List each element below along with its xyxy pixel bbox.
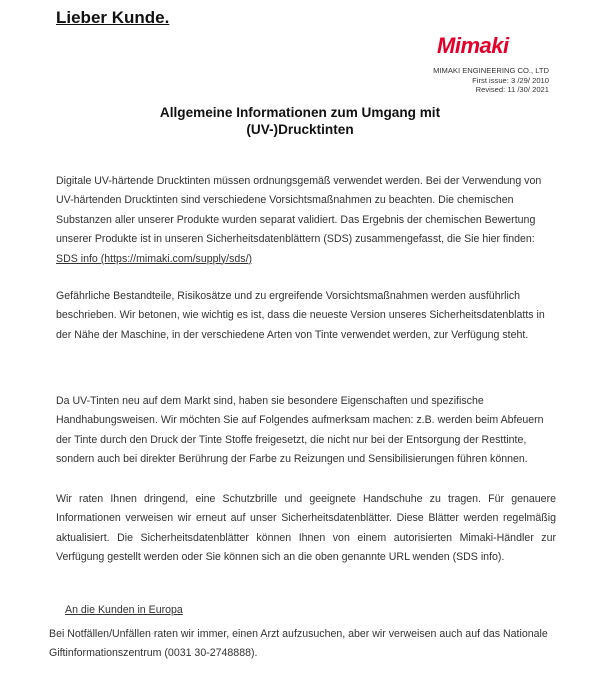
paragraph-uv-inks: Da UV-Tinten neu auf dem Markt sind, haben sie besondere Eigenschaften und spezifische Handhabungsweisen. Wir möchten Sie auf Folgendes aufmerksam machen: z.B. werden beim Abfeuern der Tinte durch den Druck der Tinte Stoffe freigesetzt, die nicht nur bei der Entsorgung der Resttinte, sondern auch bei direkter Berührung der Farbe zu Reizungen und Sensibilisierungen führen können. — [56, 395, 544, 466]
company-name: MIMAKI ENGINEERING CO., LTD — [433, 66, 549, 75]
title-line-2: (UV-)Drucktinten — [246, 122, 354, 137]
paragraph-intro — [56, 172, 556, 269]
logo-text: Mimaki — [437, 34, 509, 56]
paragraph-emergency: Bei Notfällen/Unfällen raten wir immer, einen Arzt aufzusuchen, aber wir verweisen auch auf das Nationale Giftinformationszentrum (0031 30-2748888). — [49, 628, 548, 660]
revised-date: Revised: 11 /30/ 2021 — [475, 85, 549, 94]
page-title — [0, 104, 600, 138]
sds-info-link[interactable]: SDS info (https://mimaki.com/supply/sds/) — [56, 252, 253, 265]
europe-heading: An die Kunden in Europa — [65, 604, 183, 616]
company-info — [433, 66, 549, 95]
greeting: Lieber Kunde. — [56, 8, 170, 27]
title-line-1: Allgemeine Informationen zum Umgang mit — [159, 105, 441, 120]
paragraph-hazards: Gefährliche Bestandteile, Risikosätze und zu ergreifende Vorsichtsmaßnahmen werden ausführlich beschrieben. Wir betonen, wie wichtig es ist, dass die neueste Version unseres Sicherheitsdatenblatts in der Nähe der Maschine, in der verschiedene Arten von Tinte verwendet werden, zur Verfügung steht. — [56, 290, 545, 341]
paragraph-protection: Wir raten Ihnen dringend, eine Schutzbrille und geeignete Handschuhe zu tragen. Für genauere Informationen verweisen wir erneut auf unser Sicherheitsdatenblätter. Diese Blätter werden regelmäßig aktualisiert. Die Sicherheitsdatenblätter können Ihnen von einem autorisierten Mimaki-Händler zur Verfügung gestellt werden oder Sie können sich an die oben genannte URL wenden (SDS info). — [56, 493, 556, 564]
paragraph-intro-text: Digitale UV-härtende Drucktinten müssen ordnungsgemäß verwendet werden. Bei der Verwendung von UV-härtenden Drucktinten sind verschiedene Vorsichtsmaßnahmen zu beachten. Die chemischen Substanzen aller unserer Produkte wurden separat validiert. Das Ergebnis der chemischen Bewertung unserer Produkte ist in unseren Sicherheitsdatenblättern (SDS) zusammengefasst, die Sie hier finden: — [56, 175, 542, 246]
mimaki-logo — [436, 34, 550, 56]
first-issue-date: First issue: 3 /29/ 2010 — [472, 75, 549, 85]
